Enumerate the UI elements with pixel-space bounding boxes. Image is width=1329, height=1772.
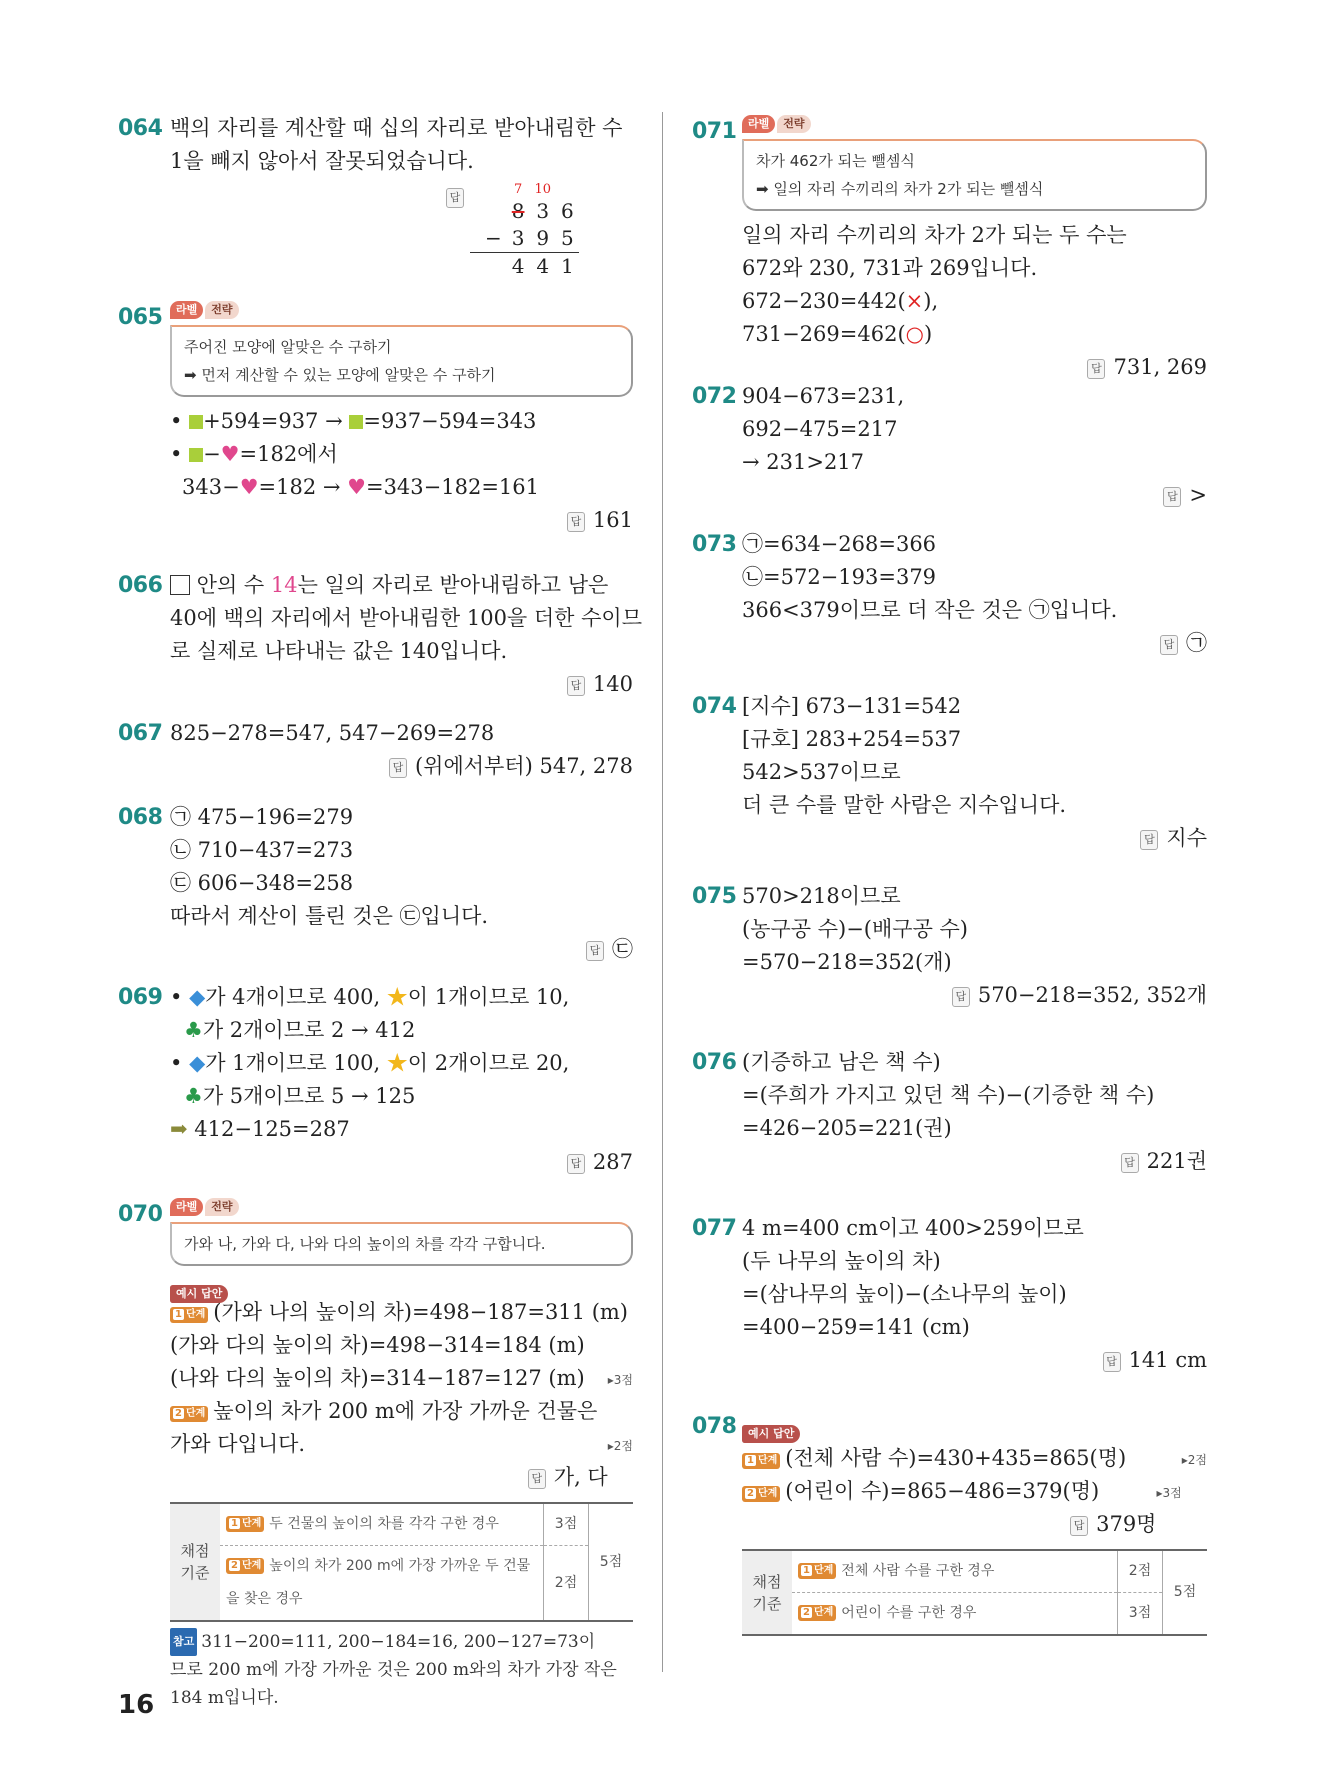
tag-label: 라벨	[170, 1198, 203, 1216]
text-line: (두 나무의 높이의 차)	[742, 1249, 941, 1273]
text-line: ㉡=572−193=379	[742, 565, 937, 589]
answer: 답 가, 다	[170, 1461, 633, 1494]
points: ▸2점	[1181, 1453, 1207, 1467]
answer-mark: 답	[567, 512, 585, 532]
digit: 4	[511, 254, 525, 278]
step-1-icon: 1 단계	[742, 1453, 780, 1469]
strategy-line: 가와 나, 가와 다, 나와 다의 높이의 차를 각각 구합니다.	[184, 1235, 546, 1253]
example-answer-tag: 예시 답안	[742, 1425, 800, 1443]
vertical-subtraction	[450, 182, 633, 280]
problem-069	[118, 981, 633, 1195]
text-line: =(삼나무의 높이)−(소나무의 높이)	[742, 1282, 1067, 1306]
square-icon	[349, 415, 363, 429]
text-line: =(주희가 가지고 있던 책 수)−(기증한 책 수)	[742, 1083, 1155, 1107]
text-line: 40에 백의 자리에서 받아내림한 100을 더한 수이므	[170, 606, 643, 630]
tag-label: 라벨	[170, 301, 203, 319]
tag-label: 라벨	[742, 115, 775, 133]
answer: 답 140	[170, 668, 633, 701]
text-line: 더 큰 수를 말한 사람은 지수입니다.	[742, 793, 1067, 817]
problem-078	[692, 1410, 1207, 1636]
answer: 답 287	[170, 1146, 633, 1179]
answer-mark: 답	[1070, 1516, 1088, 1536]
answer: 답 ㉠	[742, 627, 1207, 660]
problem-070	[118, 1198, 633, 1712]
strategy-tags	[170, 1198, 633, 1220]
scoring-table	[742, 1549, 1207, 1636]
left-column	[118, 112, 643, 1712]
digit: 4	[536, 254, 550, 278]
answer-mark: 답	[952, 987, 970, 1007]
text-line: (가와 다의 높이의 차)=498−314=184 (m)	[170, 1333, 585, 1357]
text-line: 안의 수 14는 일의 자리로 받아내림하고 남은	[170, 569, 633, 602]
strategy-tags	[170, 301, 633, 323]
text-line: =426−205=221(권)	[742, 1116, 952, 1140]
strategy-box	[170, 1222, 633, 1266]
problem-number: 070	[118, 1202, 163, 1227]
points: ▸3점	[607, 1373, 633, 1387]
minus-sign: −	[485, 226, 502, 250]
answer: 답 ㉢	[170, 933, 633, 966]
text-line: [규호] 283+254=537	[742, 727, 962, 751]
diamond-icon: ◆	[189, 1051, 206, 1075]
answer: 답 221권	[742, 1145, 1207, 1178]
answer: 답 570−218=352, 352개	[742, 979, 1207, 1012]
problem-065	[118, 301, 633, 559]
answer-mark: 답	[1160, 635, 1178, 655]
text-line: • ◆가 1개이므로 100, ★이 2개이므로 20,	[170, 1051, 570, 1075]
problem-number: 073	[692, 532, 737, 557]
tag-strategy: 전략	[205, 1198, 238, 1216]
criteria-points: 2점	[1118, 1550, 1163, 1593]
answer-mark: 답	[586, 941, 604, 961]
text-line: 2 단계 (어린이 수)=865−486=379(명) ▸3점	[742, 1475, 1207, 1508]
problem-number: 065	[118, 305, 163, 330]
heart-icon: ♥	[347, 475, 366, 499]
problem-number: 075	[692, 884, 737, 909]
points: ▸2점	[607, 1439, 633, 1453]
problem-073	[692, 528, 1207, 690]
answer-mark: 답	[446, 188, 464, 208]
problem-number: 076	[692, 1050, 737, 1075]
criteria-points: 3점	[1118, 1593, 1163, 1636]
answer: 답 >	[742, 479, 1207, 512]
strategy-line: ➡ 일의 자리 수끼리의 차가 2가 되는 뺄셈식	[756, 180, 1044, 198]
text-line: 366<379이므로 더 작은 것은 ㉠입니다.	[742, 598, 1118, 622]
criteria: 1 단계 전체 사람 수를 구한 경우	[792, 1550, 1118, 1593]
answer: 답 379명	[742, 1508, 1207, 1541]
problem-068	[118, 801, 633, 981]
problem-064	[118, 112, 633, 298]
text-line: ㉠=634−268=366	[742, 532, 937, 556]
text-line: 343−♥=182 → ♥=343−182=161	[182, 475, 540, 499]
strategy-box	[742, 139, 1207, 211]
problem-075	[692, 880, 1207, 1046]
digit: 6	[561, 199, 574, 223]
strategy-box	[170, 325, 633, 397]
text-line: • −♥=182에서	[170, 442, 338, 466]
problem-number: 072	[692, 384, 737, 409]
criteria: 2 단계 높이의 차가 200 m에 가장 가까운 두 건물을 찾은 경우	[226, 1558, 531, 1607]
problem-066	[118, 569, 643, 717]
text-line: 로 실제로 나타내는 값은 140입니다.	[170, 639, 508, 663]
text-line: 가와 다입니다. ▸2점	[170, 1428, 633, 1461]
text-line: (기증하고 남은 책 수)	[742, 1050, 941, 1074]
square-icon	[189, 415, 203, 429]
answer: 답 (위에서부터) 547, 278	[170, 750, 633, 783]
problem-number: 074	[692, 694, 737, 719]
text-line: 따라서 계산이 틀린 것은 ㉢입니다.	[170, 904, 489, 928]
problem-number: 078	[692, 1414, 737, 1439]
criteria: 1 단계 두 건물의 높이의 차를 각각 구한 경우	[220, 1503, 544, 1546]
answer-mark: 답	[1087, 359, 1105, 379]
answer-mark: 답	[1163, 487, 1181, 507]
problem-number: 071	[692, 119, 737, 144]
problem-072	[692, 380, 1207, 528]
star-icon: ★	[386, 1051, 408, 1075]
text-line: 672−230=442(×),	[742, 289, 939, 313]
problem-074	[692, 690, 1207, 880]
star-icon: ★	[386, 985, 408, 1009]
digit: 8	[511, 199, 525, 223]
criteria-points: 2점	[544, 1546, 589, 1622]
text-line: ♣가 2개이므로 2 → 412	[184, 1018, 416, 1042]
text-line: 825−278=547, 547−269=278	[170, 721, 495, 745]
empty-box-icon	[170, 575, 190, 595]
tag-strategy: 전략	[777, 115, 810, 133]
digit: 9	[536, 226, 550, 250]
problem-number: 064	[118, 116, 163, 141]
wrong-mark-icon: ×	[905, 289, 924, 313]
answer: 답 141 cm	[742, 1344, 1207, 1377]
scoring-header: 채점 기준	[170, 1503, 220, 1621]
text-line: 692−475=217	[742, 417, 898, 441]
text-line: =570−218=352(개)	[742, 950, 952, 974]
text-line: 1 단계 (가와 나의 높이의 차)=498−187=311 (m)	[170, 1296, 633, 1329]
answer-mark: 답	[567, 676, 585, 696]
scoring-header: 채점 기준	[742, 1550, 792, 1635]
answer-mark: 답	[1121, 1153, 1139, 1173]
total-points: 5점	[589, 1503, 634, 1621]
text-line: =400−259=141 (cm)	[742, 1315, 970, 1339]
answer: 답 161	[170, 504, 633, 537]
problem-number: 077	[692, 1216, 737, 1241]
column-divider	[662, 112, 663, 1672]
answer: 답 731, 269	[742, 351, 1207, 384]
points: ▸3점	[1156, 1486, 1182, 1500]
text-line: • +594=937 → =937−594=343	[170, 409, 537, 433]
club-icon: ♣	[184, 1018, 203, 1042]
strategy-line: 차가 462가 되는 뺄셈식	[756, 152, 915, 170]
strategy-line: ➡ 먼저 계산할 수 있는 모양에 알맞은 수 구하기	[184, 366, 496, 384]
text-line: → 231>217	[742, 450, 865, 474]
square-icon	[189, 448, 203, 462]
reference-note: 참고 311−200=111, 200−184=16, 200−127=73이 므로 200 m에 가장 가까운 것은 200 m와의 차가 가장 작은 184 m입니다.	[170, 1628, 633, 1712]
digit: 3	[511, 226, 525, 250]
text-line: ♣가 5개이므로 5 → 125	[184, 1084, 416, 1108]
text-line: [지수] 673−131=542	[742, 694, 962, 718]
total-points: 5점	[1163, 1550, 1208, 1635]
criteria-points: 3점	[544, 1503, 589, 1546]
text-line: (농구공 수)−(배구공 수)	[742, 917, 969, 941]
text-line: 904−673=231,	[742, 384, 905, 408]
step-1-icon: 1 단계	[170, 1307, 208, 1323]
answer-mark: 답	[528, 1469, 546, 1489]
club-icon: ♣	[184, 1084, 203, 1108]
problem-number: 067	[118, 721, 163, 746]
carry-digit: 10	[534, 182, 552, 197]
answer-mark: 답	[1140, 830, 1158, 850]
text-line: 2 단계 높이의 차가 200 m에 가장 가까운 건물은	[170, 1395, 633, 1428]
text-line: • ◆가 4개이므로 400, ★이 1개이므로 10,	[170, 985, 570, 1009]
step-2-icon: 2 단계	[742, 1486, 780, 1502]
answer-mark: 답	[1103, 1352, 1121, 1372]
arrow-icon: ➡	[170, 1117, 188, 1141]
text-line: 일의 자리 수끼리의 차가 2가 되는 두 수는	[742, 223, 1127, 247]
example-answer-tag: 예시 답안	[170, 1285, 228, 1303]
reference-icon: 참고	[170, 1628, 197, 1656]
text-line: 570>218이므로	[742, 884, 901, 908]
problem-number: 066	[118, 573, 163, 598]
diamond-icon: ◆	[189, 985, 206, 1009]
problem-071	[692, 115, 1207, 380]
text-line: 542>537이므로	[742, 760, 901, 784]
strategy-tags	[742, 115, 1207, 137]
digit: 3	[536, 199, 550, 223]
text-line: 4 m=400 cm이고 400>259이므로	[742, 1216, 1084, 1240]
page-number: 16	[118, 1690, 155, 1720]
text-line: 1 단계 (전체 사람 수)=430+435=865(명) ▸2점	[742, 1442, 1207, 1475]
answer-mark: 답	[389, 758, 407, 778]
text-line: ㉢ 606−348=258	[170, 871, 354, 895]
text-line: 672와 230, 731과 269입니다.	[742, 256, 1038, 280]
problem-077	[692, 1212, 1207, 1410]
problem-076	[692, 1046, 1207, 1212]
text-line: ➡ 412−125=287	[170, 1117, 350, 1141]
carry-digit: 7	[513, 182, 523, 197]
problem-067	[118, 717, 633, 801]
scoring-table	[170, 1502, 633, 1622]
text-line: 백의 자리를 계산할 때 십의 자리로 받아내림한 수	[170, 116, 623, 140]
problem-number: 068	[118, 805, 163, 830]
text-line: 731−269=462(○)	[742, 322, 933, 346]
criteria: 2 단계 어린이 수를 구한 경우	[792, 1593, 1118, 1636]
step-2-icon: 2 단계	[170, 1406, 208, 1422]
right-column	[692, 112, 1207, 1636]
text-line: (나와 다의 높이의 차)=314−187=127 (m) ▸3점	[170, 1362, 633, 1395]
tag-strategy: 전략	[205, 301, 238, 319]
strategy-line: 주어진 모양에 알맞은 수 구하기	[184, 338, 392, 356]
correct-mark-icon: ○	[905, 322, 924, 346]
answer: 답 지수	[742, 822, 1207, 855]
text-line: ㉡ 710−437=273	[170, 838, 354, 862]
problem-number: 069	[118, 985, 163, 1010]
answer-mark: 답	[567, 1154, 585, 1174]
text-line: ㉠ 475−196=279	[170, 805, 354, 829]
digit: 1	[561, 254, 574, 278]
heart-icon: ♥	[239, 475, 259, 499]
digit: 5	[561, 226, 574, 250]
heart-icon: ♥	[220, 442, 240, 466]
text-line: 1을 빼지 않아서 잘못되었습니다.	[170, 149, 474, 173]
